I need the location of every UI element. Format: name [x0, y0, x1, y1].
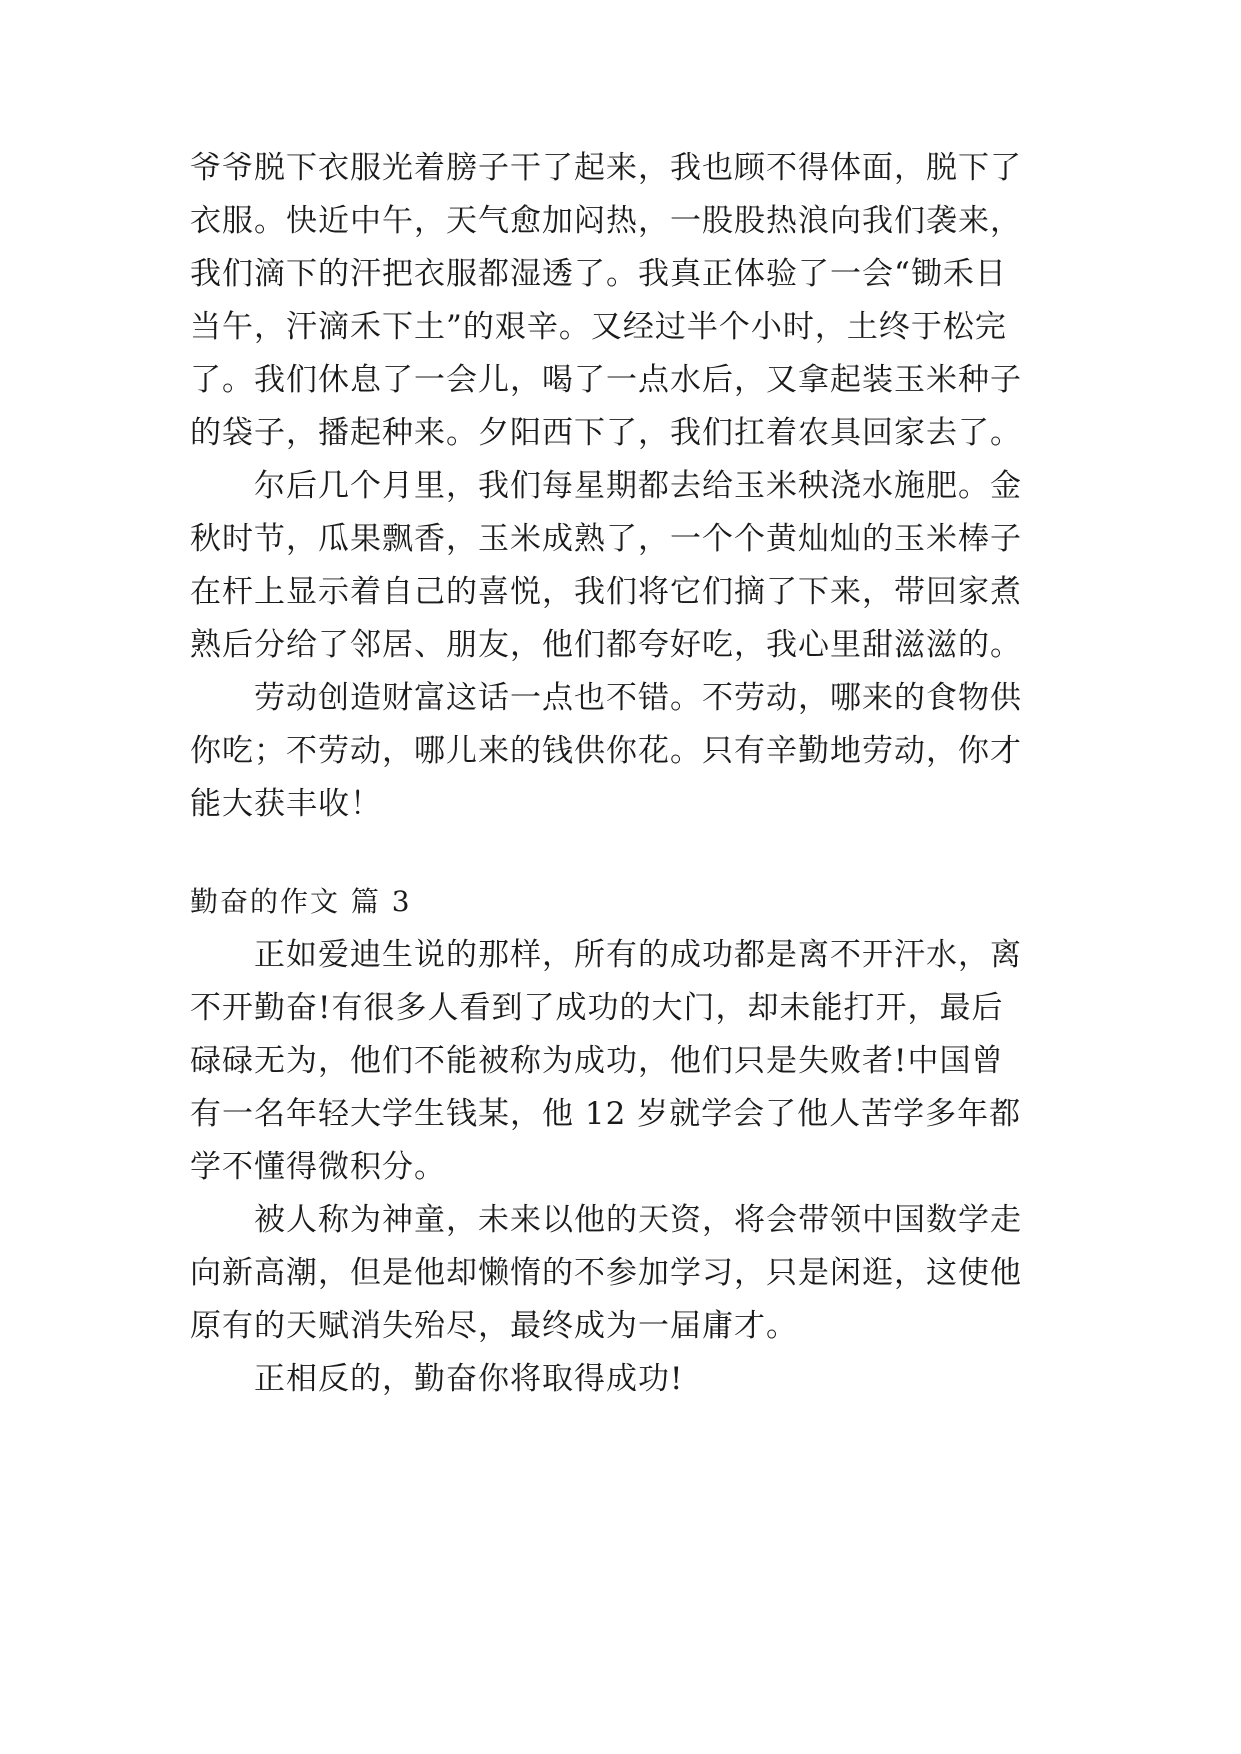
paragraph-line: 熟后分给了邻居、朋友，他们都夸好吃，我心里甜滋滋的。 [190, 627, 1022, 663]
paragraph-line: 向新高潮，但是他却懒惰的不参加学习，只是闲逛，这使他 [190, 1255, 1022, 1291]
paragraph-line: 你吃；不劳动，哪儿来的钱供你花。只有辛勤地劳动，你才 [190, 733, 1022, 769]
paragraph-line: 正相反的，勤奋你将取得成功! [254, 1361, 684, 1397]
paragraph-line: 尔后几个月里，我们每星期都去给玉米秧浇水施肥。金 [254, 468, 1022, 504]
paragraph-line: 秋时节，瓜果飘香，玉米成熟了，一个个黄灿灿的玉米棒子 [190, 521, 1022, 557]
paragraph-line: 被人称为神童，未来以他的天资，将会带领中国数学走 [254, 1202, 1022, 1238]
paragraph-line: 有一名年轻大学生钱某，他 12 岁就学会了他人苦学多年都 [190, 1096, 1022, 1132]
paragraph-line: 的袋子，播起种来。夕阳西下了，我们扛着农具回家去了。 [190, 415, 1022, 451]
paragraph-line: 在杆上显示着自己的喜悦，我们将它们摘了下来，带回家煮 [190, 574, 1022, 610]
section-heading: 勤奋的作文 篇 3 [190, 885, 412, 918]
paragraph-line: 原有的天赋消失殆尽，最终成为一届庸才。 [190, 1308, 798, 1344]
paragraph-line: 当午，汗滴禾下土”的艰辛。又经过半个小时，土终于松完 [190, 309, 1007, 345]
paragraph-line: 正如爱迪生说的那样，所有的成功都是离不开汗水，离 [254, 937, 1022, 973]
paragraph-line: 了。我们休息了一会儿，喝了一点水后，又拿起装玉米种子 [190, 362, 1022, 398]
paragraph-line: 衣服。快近中午，天气愈加闷热，一股股热浪向我们袭来， [190, 203, 1022, 239]
paragraph-line: 不开勤奋!有很多人看到了成功的大门，却未能打开，最后 [190, 990, 1004, 1026]
paragraph-line: 学不懂得微积分。 [190, 1149, 446, 1185]
paragraph-line: 劳动创造财富这话一点也不错。不劳动，哪来的食物供 [254, 680, 1022, 716]
paragraph-line: 爷爷脱下衣服光着膀子干了起来，我也顾不得体面，脱下了 [190, 150, 1022, 186]
paragraph-line: 能大获丰收！ [190, 786, 382, 822]
paragraph-line: 我们滴下的汗把衣服都湿透了。我真正体验了一会“锄禾日 [190, 256, 1007, 292]
paragraph-line: 碌碌无为，他们不能被称为成功，他们只是失败者!中国曾 [190, 1043, 1004, 1079]
